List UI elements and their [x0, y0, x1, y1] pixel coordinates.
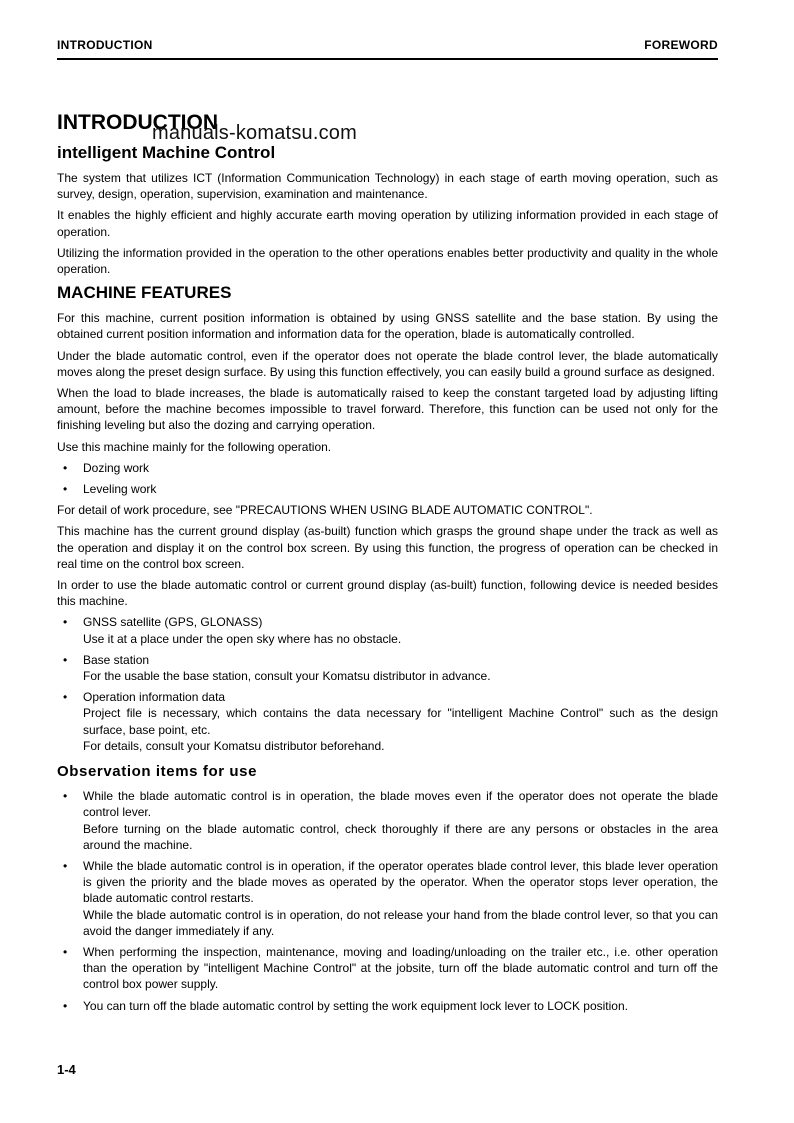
bullet: • [63, 652, 68, 667]
page-number: 1-4 [57, 1062, 76, 1077]
page-header [57, 38, 718, 60]
bullet: • [63, 858, 68, 873]
list-item [57, 481, 718, 497]
list-item-text: While the blade automatic control is in operation, do not release your hand from the blade control lever, so that you can avoid the danger immediately if any. [83, 907, 718, 938]
list-item-title: Operation information data [83, 690, 226, 705]
section-heading-machine-features: MACHINE FEATURES [57, 283, 232, 303]
paragraph: Use this machine mainly for the following operation. [57, 439, 332, 454]
bullet: • [63, 998, 68, 1013]
page-content [57, 108, 718, 1019]
list-item-text: While the blade automatic control is in operation, if the operator operates blade control lever, this blade lever operation is given the priority and the blade moves as operated by the operator. When the operator stops lever operation, the blade automatic control restarts. [83, 858, 718, 906]
paragraph: This machine has the current ground display (as-built) function which grasps the ground shape under the track as well as the operation and display it on the control box screen. By using this function, the progress of operation can be checked in real time on the control box screen. [57, 524, 718, 571]
list-item [57, 788, 718, 853]
header-chapter-title: FOREWORD [644, 38, 718, 52]
list-item [57, 858, 718, 939]
bullet: • [63, 482, 68, 497]
list-item-title: GNSS satellite (GPS, GLONASS) [83, 615, 263, 630]
observation-list [57, 788, 718, 1014]
paragraph: In order to use the blade automatic control or current ground display (as-built) function, following device is needed besides this machine. [57, 578, 718, 609]
operations-list [57, 460, 718, 497]
list-item-text: Project file is necessary, which contains the data necessary for "intelligent Machine Control" such as the design surface, base point, etc. [83, 706, 718, 737]
header-section-title: INTRODUCTION [57, 38, 153, 52]
list-item [57, 460, 718, 476]
list-item [57, 614, 718, 646]
bullet: • [63, 690, 68, 705]
list-item-text: While the blade automatic control is in operation, the blade moves even if the operator does not operate the blade control lever. [83, 789, 718, 820]
bullet: • [63, 944, 68, 959]
paragraph: Utilizing the information provided in the operation to the other operations enables better productivity and quality in the whole operation. [57, 245, 718, 277]
list-item [57, 689, 718, 754]
list-item-title: Base station [83, 652, 150, 667]
features-paragraphs [57, 310, 718, 455]
list-item [57, 944, 718, 993]
section-heading-observation: Observation items for use [57, 763, 258, 781]
list-item-text: For details, consult your Komatsu distributor beforehand. [83, 738, 385, 753]
paragraph: For detail of work procedure, see "PRECAUTIONS WHEN USING BLADE AUTOMATIC CONTROL". [57, 503, 593, 518]
page-title: INTRODUCTION [57, 111, 218, 134]
list-item [57, 998, 718, 1014]
devices-list [57, 614, 718, 754]
list-item-text: Leveling work [83, 482, 157, 497]
paragraph: For this machine, current position information is obtained by using GNSS satellite and the base station. By using the obtained current position information and information data for the operation, blade is automatically controlled. [57, 311, 718, 342]
section-heading-imc: intelligent Machine Control [57, 143, 276, 162]
watermark: manuals-komatsu.com [152, 122, 357, 144]
list-item-text: Dozing work [83, 460, 150, 475]
list-item-text: When performing the inspection, maintenance, moving and loading/unloading on the trailer etc., i.e. other operation than the operation by "intelligent Machine Control" at the jobsite, turn off the blade automatic control and turn off the control box power supply. [83, 944, 718, 992]
paragraph: The system that utilizes ICT (Information Communication Technology) in each stage of earth moving operation, such as survey, design, operation, supervision, examination and maintenance. [57, 171, 718, 202]
paragraph: When the load to blade increases, the blade is automatically raised to keep the constant targeted load by adjusting lifting amount, before the machine becomes impossible to travel forward. Therefore, this function can be used not only for the finishing leveling but also the dozing and carrying operation. [57, 386, 718, 433]
list-item-text: For the usable the base station, consult your Komatsu distributor in advance. [83, 669, 491, 684]
paragraph: Under the blade automatic control, even if the operator does not operate the blade control lever, the blade automatically moves along the preset design surface. By using this function effectively, you can easily build a ground surface as designed. [57, 348, 718, 379]
bullet: • [63, 615, 68, 630]
paragraph: It enables the highly efficient and highly accurate earth moving operation by utilizing information provided in each stage of operation. [57, 208, 718, 239]
imc-paragraphs [57, 170, 718, 277]
list-item-text: Before turning on the blade automatic control, check thoroughly if there are any persons or obstacles in the area around the machine. [83, 821, 718, 852]
list-item-text: Use it at a place under the open sky where has no obstacle. [83, 631, 402, 646]
list-item-text: You can turn off the blade automatic control by setting the work equipment lock lever to LOCK position. [83, 998, 628, 1013]
list-item [57, 652, 718, 684]
bullet: • [63, 789, 68, 804]
bullet: • [63, 460, 68, 475]
